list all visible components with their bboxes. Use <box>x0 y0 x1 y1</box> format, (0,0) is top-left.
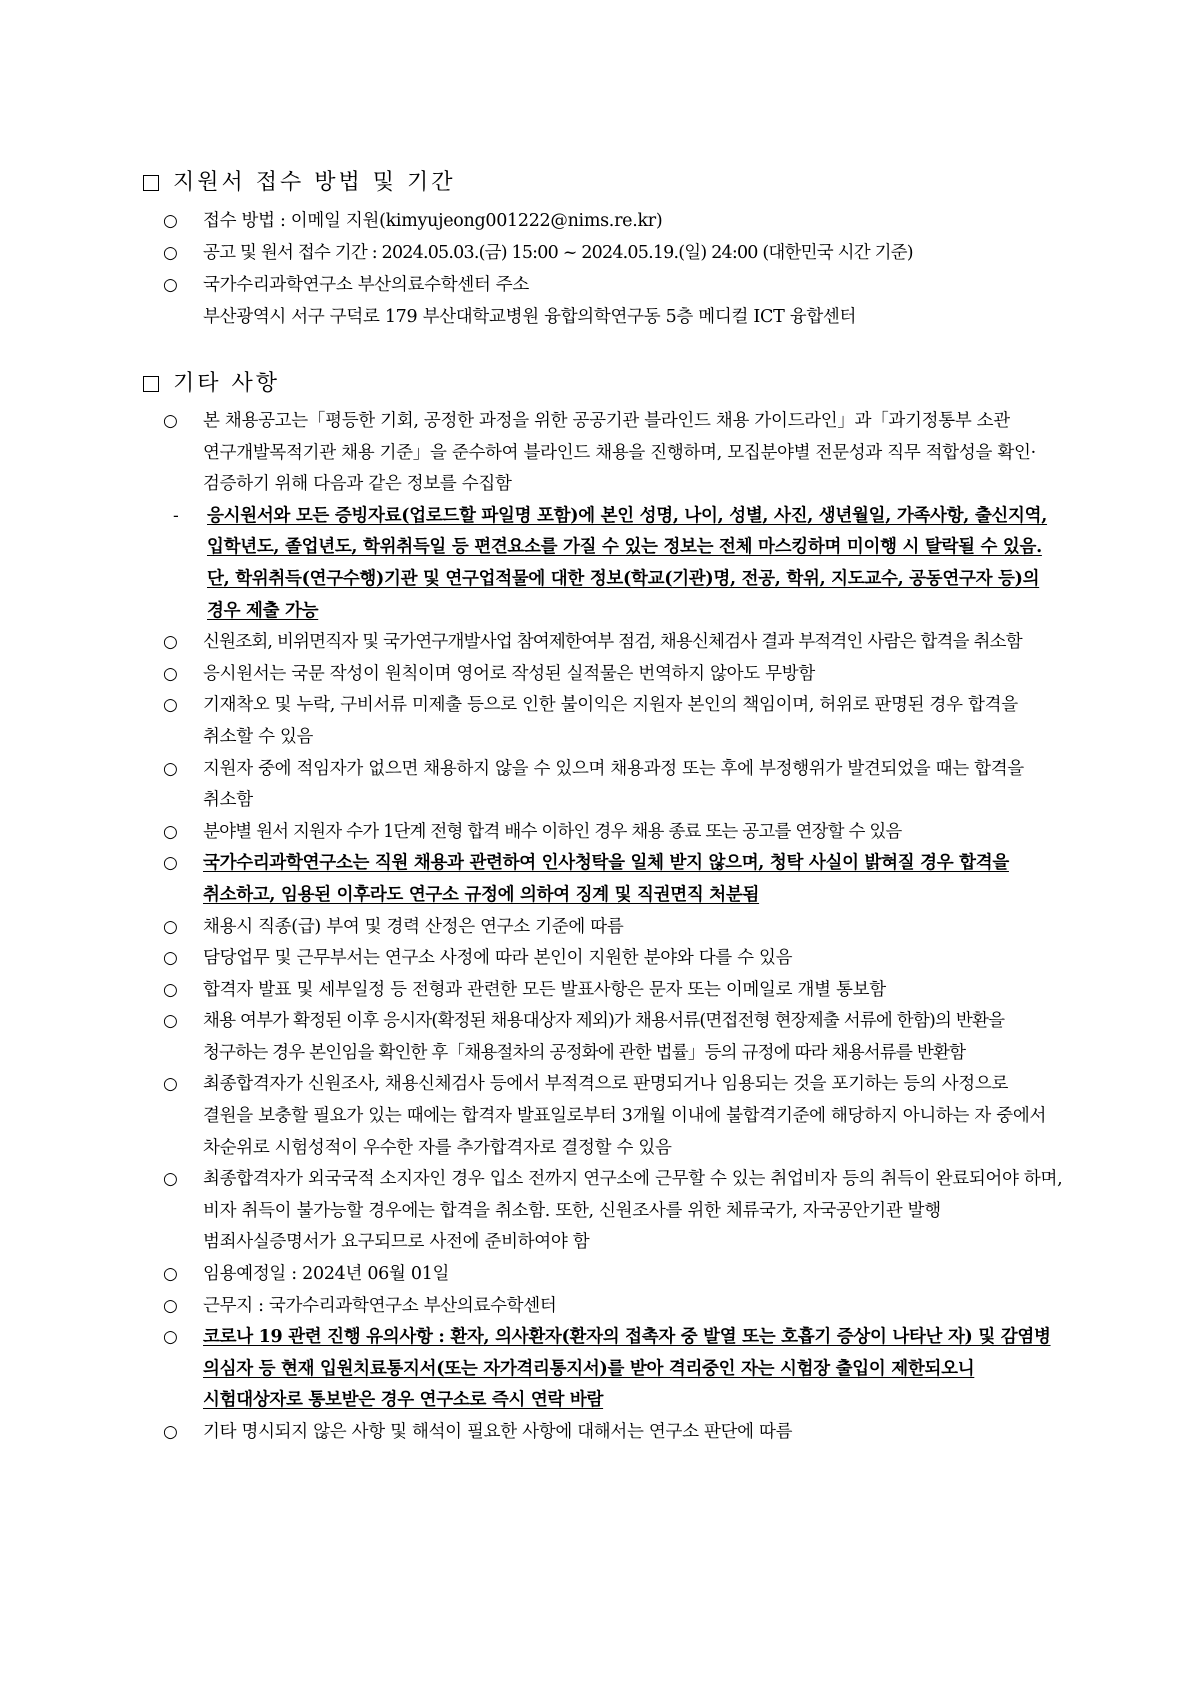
item-text: 접수 방법 : 이메일 지원(kimyujeong001222@nims.re.kr) <box>203 211 663 231</box>
list-item <box>161 1069 1063 1164</box>
circle-bullet-icon: ○ <box>163 632 178 653</box>
list-item <box>161 1164 1063 1259</box>
list-item <box>161 406 1063 501</box>
section-heading <box>143 368 1063 400</box>
item-text: 본 채용공고는「평등한 기회, 공정한 과정을 위한 공공기관 블라인드 채용 가이드라인」과「과기정통부 소관 연구개발목적기관 채용 기준」을 준수하여 블라인드 채용을 진행하며, 모집분야별 전문성과 직무 적합성을 확인·검증하기 위해 다음과 같은 정보를 수집함 <box>203 411 1036 495</box>
list-item <box>161 205 1063 237</box>
list-item <box>161 1417 1063 1449</box>
item-text: 기타 명시되지 않은 사항 및 해석이 필요한 사항에 대해서는 연구소 판단에 따름 <box>203 1422 793 1442</box>
list-item <box>161 690 1063 753</box>
section-application-method <box>143 167 1063 333</box>
circle-bullet-icon: ○ <box>163 979 178 1000</box>
dash-bullet-icon: - <box>173 505 179 526</box>
address-text: 부산광역시 서구 구덕로 179 부산대학교병원 융합의학연구동 5층 메디컬 ICT 융합센터 <box>203 307 857 327</box>
list-item <box>161 659 1063 691</box>
circle-bullet-icon: ○ <box>163 948 178 969</box>
item-text: 최종합격자가 외국국적 소지자인 경우 입소 전까지 연구소에 근무할 수 있는 취업비자 등의 취득이 완료되어야 하며, 비자 취득이 불가능할 경우에는 합격을 취소함. 또한, 신원조사를 위한 체류국가, 자국공안기관 발행 범죄사실증명서가 요구되므로 사전에 준비하여야 함 <box>203 1169 1063 1253</box>
list-item <box>161 627 1063 659</box>
circle-bullet-icon: ○ <box>163 211 178 231</box>
item-text: 담당업무 및 근무부서는 연구소 사정에 따라 본인이 지원한 분야와 다를 수 있음 <box>203 948 793 969</box>
item-text: 근무지 : 국가수리과학연구소 부산의료수학센터 <box>203 1295 557 1316</box>
circle-bullet-icon: ○ <box>163 1011 178 1032</box>
circle-bullet-icon: ○ <box>163 821 178 842</box>
section-other-notes <box>143 368 1063 1449</box>
circle-bullet-icon: ○ <box>163 916 178 937</box>
list-item <box>161 269 1063 333</box>
item-text: 임용예정일 : 2024년 06월 01일 <box>203 1264 450 1285</box>
circle-bullet-icon: ○ <box>163 1264 178 1285</box>
item-text-emphasis: 국가수리과학연구소는 직원 채용과 관련하여 인사청탁을 일체 받지 않으며, 청탁 사실이 밝혀질 경우 합격을 취소하고, 임용된 이후라도 연구소 규정에 의하여 징계 및 직권면직 처분됨 <box>203 853 1009 905</box>
list-item <box>161 1259 1063 1291</box>
item-text: 지원자 중에 적임자가 없으면 채용하지 않을 수 있으며 채용과정 또는 후에 부정행위가 발견되었을 때는 합격을 취소함 <box>203 758 1024 811</box>
item-text: 기재착오 및 누락, 구비서류 미제출 등으로 인한 불이익은 지원자 본인의 책임이며, 허위로 판명된 경우 합격을 취소할 수 있음 <box>203 695 1018 747</box>
item-text-emphasis: 응시원서와 모든 증빙자료(업로드할 파일명 포함)에 본인 성명, 나이, 성별, 사진, 생년월일, 가족사항, 출신지역, 입학년도, 졸업년도, 학위취득일 등 편견요소를 가질 수 있는 정보는 전체 마스킹하며 미이행 시 탈락될 수 있음. 단, 학위취득(연구수행)기관 및 연구업적물에 대한 정보(학교(기관)명, 전공, 학위, 지도교수, 공동연구자 등)의 경우 제출 가능 <box>207 505 1048 621</box>
list-item <box>161 1291 1063 1323</box>
circle-bullet-icon: ○ <box>163 243 178 263</box>
list-item-sub <box>173 501 1063 627</box>
item-text: 공고 및 원서 접수 기간 : 2024.05.03.(금) 15:00 ~ 2024.05.19.(일) 24:00 (대한민국 시간 기준) <box>203 243 913 263</box>
circle-bullet-icon: ○ <box>163 1169 178 1190</box>
list-item <box>161 1322 1063 1417</box>
section-heading <box>143 167 1063 199</box>
item-text: 국가수리과학연구소 부산의료수학센터 주소 <box>203 275 530 295</box>
circle-bullet-icon: ○ <box>163 411 178 431</box>
list-item <box>161 1006 1063 1069</box>
circle-bullet-icon: ○ <box>163 1295 178 1316</box>
list-item <box>161 943 1063 975</box>
item-text: 신원조회, 비위면직자 및 국가연구개발사업 참여제한여부 점검, 채용신체검사 결과 부적격인 사람은 합격을 취소함 <box>203 632 1022 653</box>
circle-bullet-icon: ○ <box>163 663 178 684</box>
circle-bullet-icon: ○ <box>163 1422 178 1442</box>
item-text: 채용시 직종(급) 부여 및 경력 산정은 연구소 기준에 따름 <box>203 916 624 937</box>
list-item <box>161 237 1063 269</box>
checkbox-square-icon <box>143 175 159 191</box>
checkbox-square-icon <box>143 376 159 392</box>
list-item <box>161 975 1063 1007</box>
circle-bullet-icon: ○ <box>163 1074 178 1095</box>
list-item <box>161 848 1063 911</box>
list-item <box>161 912 1063 944</box>
section-title: 지원서 접수 방법 및 기간 <box>173 170 456 195</box>
item-text: 분야별 원서 지원자 수가 1단계 전형 합격 배수 이하인 경우 채용 종료 또는 공고를 연장할 수 있음 <box>203 821 902 842</box>
item-text: 응시원서는 국문 작성이 원칙이며 영어로 작성된 실적물은 번역하지 않아도 무방함 <box>203 663 815 684</box>
list-item <box>161 817 1063 849</box>
circle-bullet-icon: ○ <box>163 853 178 874</box>
section-title: 기타 사항 <box>173 371 281 396</box>
circle-bullet-icon: ○ <box>163 695 178 716</box>
item-text: 합격자 발표 및 세부일정 등 전형과 관련한 모든 발표사항은 문자 또는 이메일로 개별 통보함 <box>203 979 886 1000</box>
circle-bullet-icon: ○ <box>163 758 178 779</box>
item-text: 최종합격자가 신원조사, 채용신체검사 등에서 부적격으로 판명되거나 임용되는 것을 포기하는 등의 사정으로 결원을 보충할 필요가 있는 때에는 합격자 발표일로부터 3개월 이내에 불합격기준에 해당하지 아니하는 자 중에서 차순위로 시험성적이 우수한 자를 추가합격자로 결정할 수 있음 <box>203 1074 1047 1158</box>
item-text-emphasis: 코로나 19 관련 진행 유의사항 : 환자, 의사환자(환자의 접촉자 중 발열 또는 호흡기 증상이 나타난 자) 및 감염병 의심자 등 현재 입원치료통지서(또는 자가격리통지서)를 받아 격리중인 자는 시험장 출입이 제한되오니 시험대상자로 통보받은 경우 연구소로 즉시 연락 바람 <box>203 1327 1051 1411</box>
item-text: 채용 여부가 확정된 이후 응시자(확정된 채용대상자 제외)가 채용서류(면접전형 현장제출 서류에 한함)의 반환을 청구하는 경우 본인임을 확인한 후「채용절차의 공정화에 관한 법률」등의 규정에 따라 채용서류를 반환함 <box>203 1011 1005 1063</box>
circle-bullet-icon: ○ <box>163 1327 178 1348</box>
list-item <box>161 754 1063 817</box>
circle-bullet-icon: ○ <box>163 275 178 295</box>
